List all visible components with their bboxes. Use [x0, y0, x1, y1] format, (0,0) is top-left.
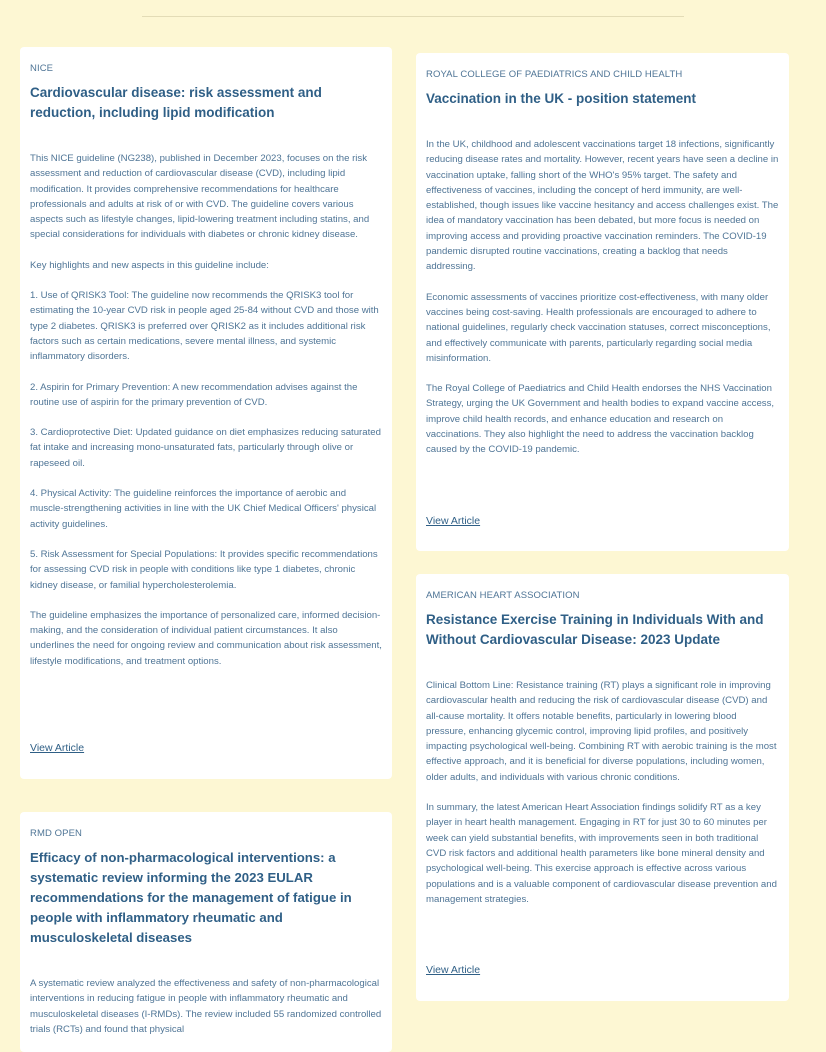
- article-paragraph: The Royal College of Paediatrics and Child Health endorses the NHS Vaccination Strategy, urging the UK Government and health bodies to expand vaccine access, improve child health records, and enhance education and research on vaccinations. They also highlight the need to address the vaccination backlog caused by the COVID-19 pandemic.: [426, 383, 775, 456]
- article-source: RMD OPEN: [30, 828, 82, 839]
- view-article-link[interactable]: View Article: [426, 515, 481, 527]
- article-paragraph: 5. Risk Assessment for Special Populations: It provides specific recommendations for assessing CVD risk in people with conditions like type 1 diabetes, chronic kidney disease, or familial hypercholesterolemia.: [30, 548, 378, 591]
- top-divider: [142, 16, 684, 17]
- article-paragraph: 2. Aspirin for Primary Prevention: A new recommendation advises against the routine use of aspirin for the primary prevention of CVD.: [30, 381, 358, 408]
- article-title: Efficacy of non-pharmacological interventions: a systematic review informing the 2023 EULAR recommendations for the management of fatigue in people with inflammatory rheumatic and musculoskeletal diseases: [30, 850, 352, 945]
- article-source: ROYAL COLLEGE OF PAEDIATRICS AND CHILD HEALTH: [426, 69, 683, 80]
- article-paragraph: 1. Use of QRISK3 Tool: The guideline now recommends the QRISK3 tool for estimating the 10-year CVD risk in people aged 25-84 without CVD and those with type 2 diabetes. QRISK3 is preferred over QRISK2 as it includes additional risk factors such as certain medications, severe mental illness, and systemic inflammatory disorders.: [30, 290, 379, 363]
- article-card-rcpch: [416, 53, 789, 551]
- article-card-aha: [416, 574, 789, 1001]
- article-paragraph: Economic assessments of vaccines prioritize cost-effectiveness, with many older vaccines being cost-saving. Health professionals are encouraged to adhere to national guidelines, regularly check vaccination statuses, correct misconceptions, and effectively communicate with parents, particularly regarding social media misinformation.: [426, 291, 771, 364]
- article-title: Resistance Exercise Training in Individuals With and Without Cardiovascular Disease: 2023 Update: [426, 612, 764, 647]
- article-title: Vaccination in the UK - position statement: [426, 91, 697, 106]
- article-paragraph: This NICE guideline (NG238), published in December 2023, focuses on the risk assessment and reduction of cardiovascular disease (CVD), including lipid modification. It provides comprehensive recommendations for healthcare professionals and adults at risk of or with CVD. The guideline covers various aspects such as lifestyle changes, lipid-lowering treatment including statins, and special considerations for individuals with diabetes or chronic kidney disease.: [30, 153, 370, 241]
- article-paragraph: 4. Physical Activity: The guideline reinforces the importance of aerobic and muscle-strengthening activities in line with the UK Chief Medical Officers' physical activity guidelines.: [30, 488, 377, 530]
- article-source: AMERICAN HEART ASSOCIATION: [426, 590, 580, 601]
- article-paragraph: In the UK, childhood and adolescent vaccinations target 18 infections, significantly reducing disease rates and mortality. However, recent years have seen a decline in vaccination uptake, falling short of the WHO's 95% target. The safety and effectiveness of vaccines, including the concept of herd immunity, are well-established, though issues like vaccine hesitancy and access challenges exist. The idea of mandatory vaccination has been debated, but more focus is needed on improving access and providing proactive vaccination reminders. The COVID-19 pandemic disrupted routine vaccinations, creating a backlog that needs addressing.: [426, 139, 779, 273]
- view-article-link[interactable]: View Article: [30, 742, 85, 754]
- article-paragraph: The guideline emphasizes the importance of personalized care, informed decision-making, and the consideration of individual patient circumstances. It also underlines the need for ongoing review and communication about risk assessment, lifestyle modifications, and treatment options.: [30, 609, 382, 667]
- article-card-rmd-open: [20, 812, 392, 1052]
- article-card-nice: [20, 47, 392, 779]
- article-paragraph: In summary, the latest American Heart Association findings solidify RT as a key player in heart health management. Engaging in RT for just 30 to 60 minutes per week can yield substantial benefits, with improvements seen in both traditional CVD risk factors and additional health parameters like bone mineral density and psychological well-being. This exercise approach is effective across various populations and is a valuable component of cardiovascular disease prevention and management strategies.: [426, 802, 777, 905]
- article-paragraph: 3. Cardioprotective Diet: Updated guidance on diet emphasizes reducing saturated fat intake and increasing mono-unsaturated fats, particularly through olive or rapeseed oil.: [30, 427, 381, 469]
- article-paragraph: Clinical Bottom Line: Resistance training (RT) plays a significant role in improving cardiovascular health and reducing the risk of cardiovascular disease (CVD) and all-cause mortality. It offers notable benefits, particularly in lowering blood pressure, enhancing glycemic control, improving lipid profiles, and positively impacting psychological well-being. Combining RT with aerobic training is the most effective approach, and it is beneficial for diverse populations, including women, older adults, and individuals with various chronic conditions.: [426, 680, 777, 783]
- article-paragraph: A systematic review analyzed the effectiveness and safety of non-pharmacological interventions in reducing fatigue in people with inflammatory rheumatic and musculoskeletal diseases (I-RMDs). The review included 55 randomized controlled trials (RCTs) and found that physical: [30, 978, 382, 1035]
- view-article-link[interactable]: View Article: [426, 964, 481, 976]
- article-paragraph: Key highlights and new aspects in this guideline include:: [30, 259, 269, 271]
- article-source: NICE: [30, 63, 54, 74]
- article-title: Cardiovascular disease: risk assessment and reduction, including lipid modification: [30, 85, 322, 120]
